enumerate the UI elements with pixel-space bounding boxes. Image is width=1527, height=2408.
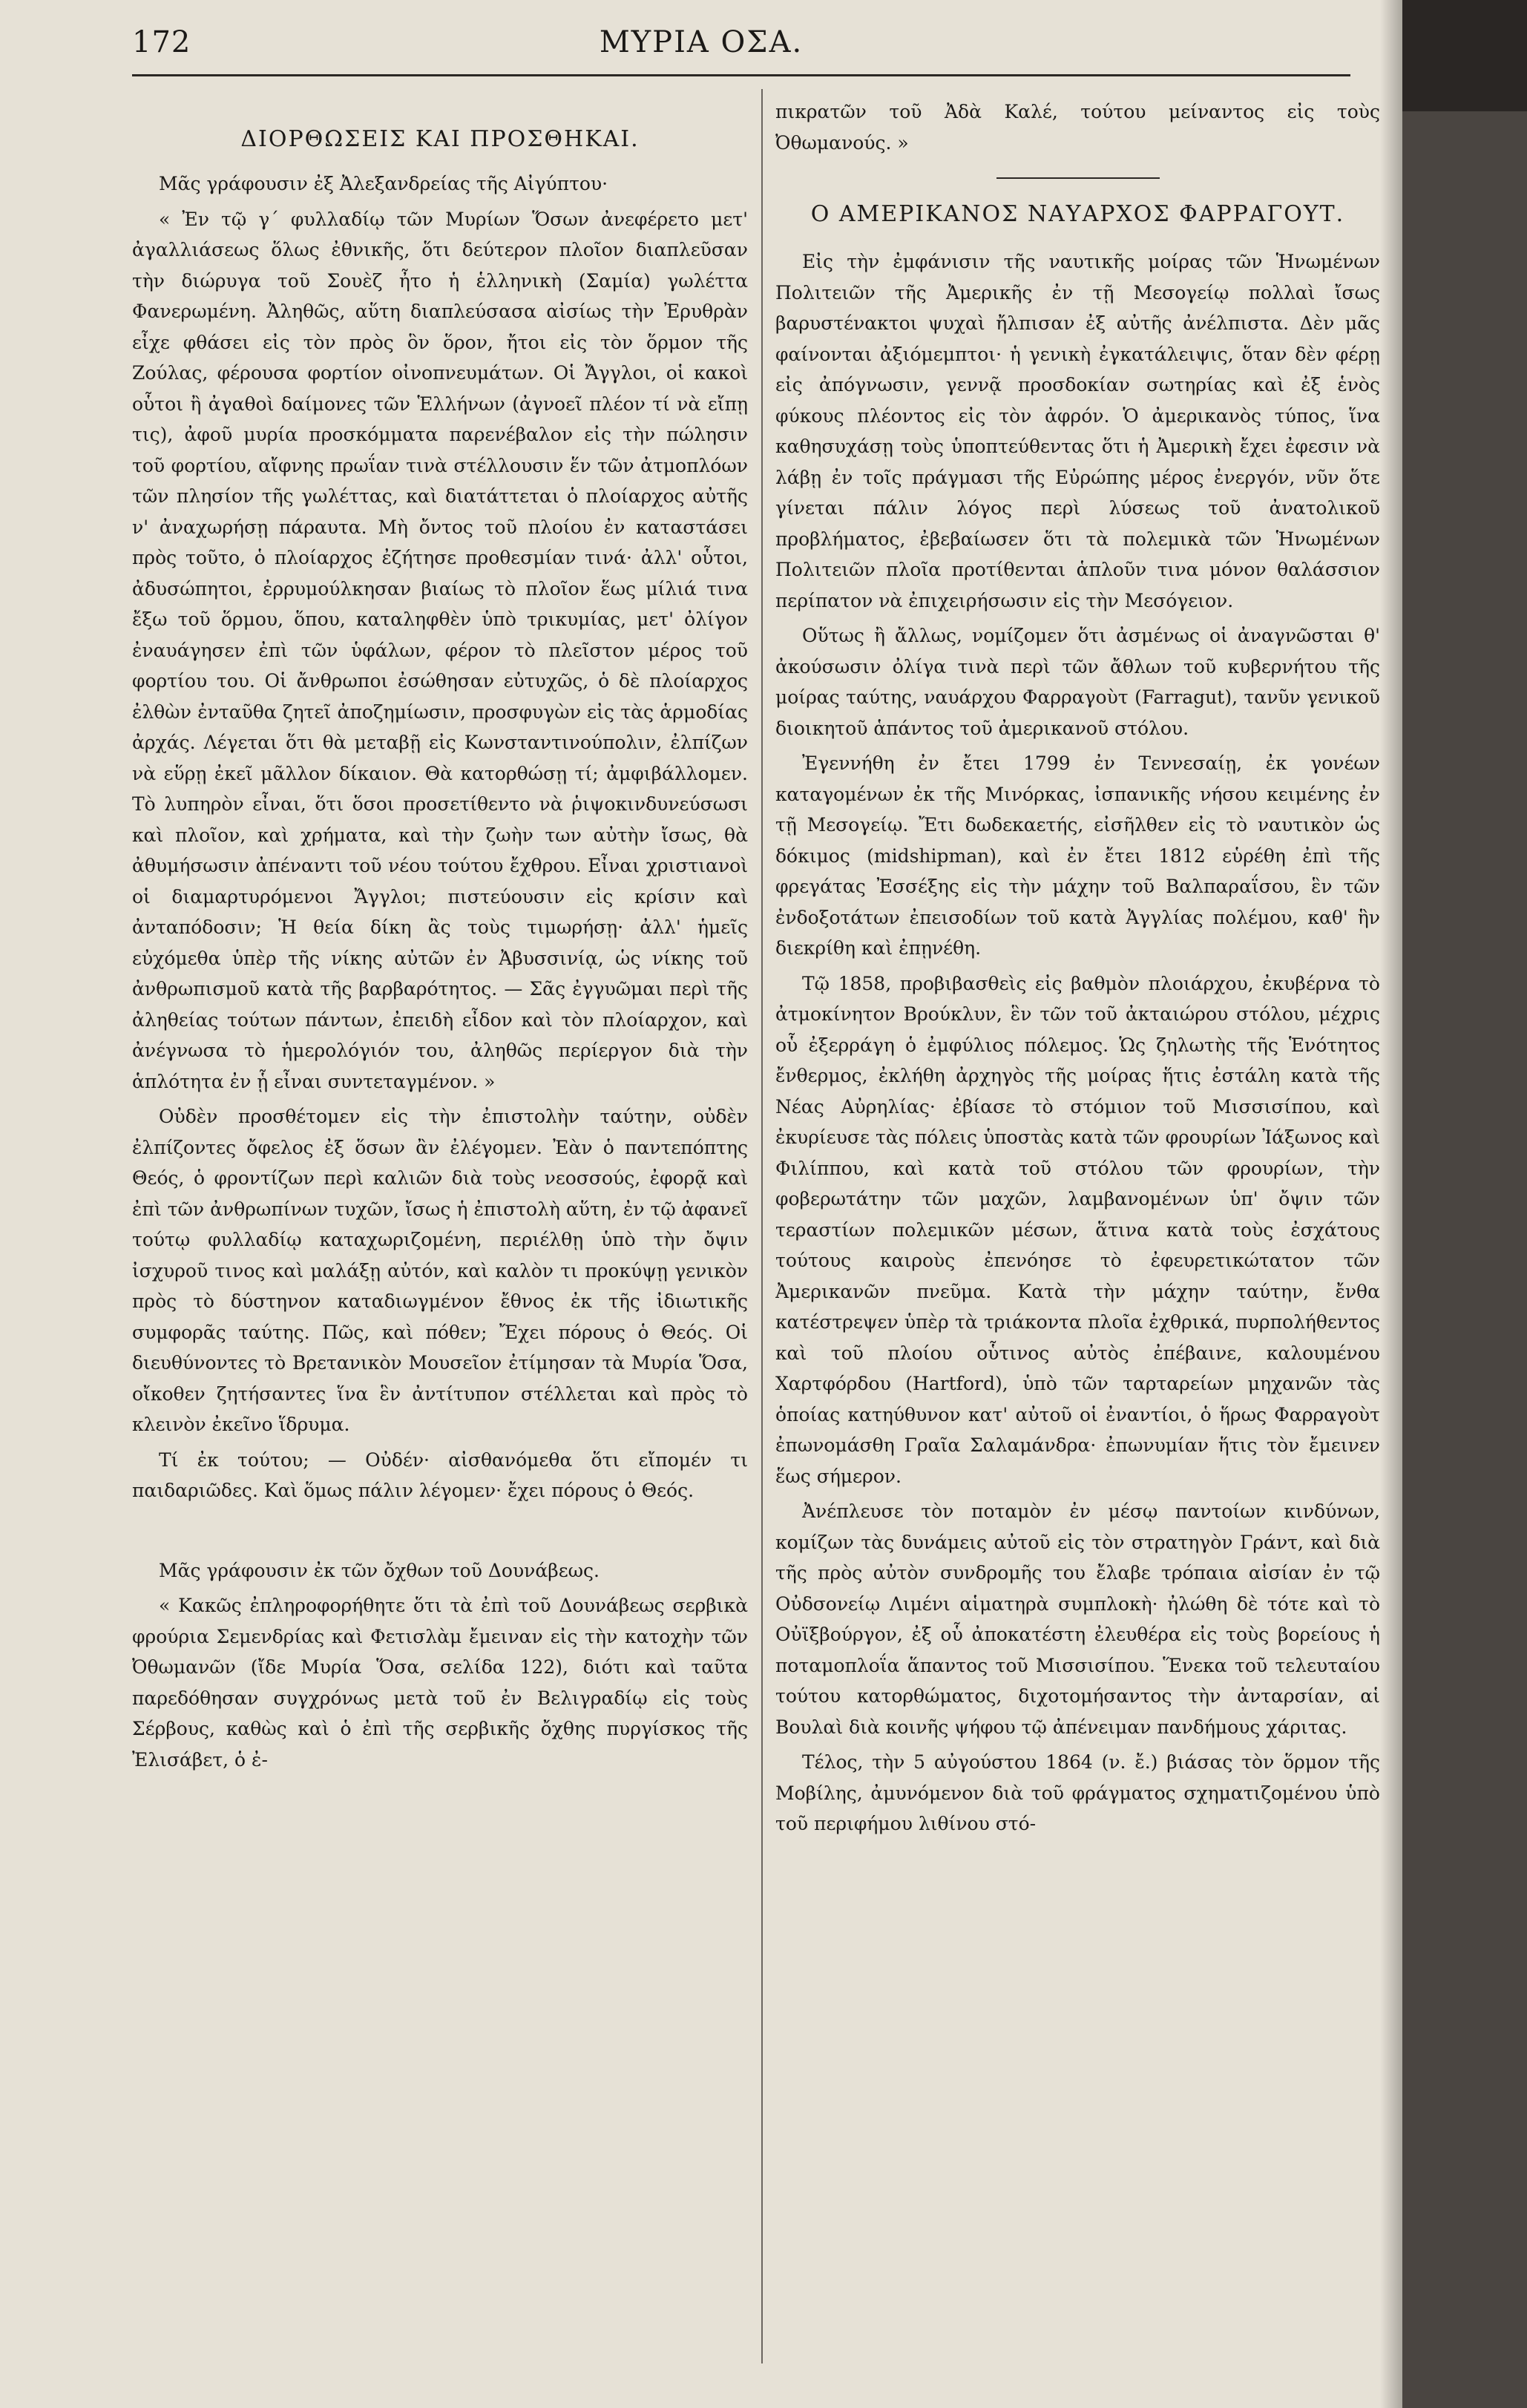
- binding-shadow: [1380, 0, 1402, 2408]
- left-column: [132, 96, 748, 2393]
- paragraph: Οὐδὲν προσθέτομεν εἰς τὴν ἐπιστολὴν ταύτην, οὐδὲν ἐλπίζοντες ὄφελος ἐξ ὅσων ἂν ἐλέγομεν. Ἐὰν ὁ παντεπόπτης Θεός, ὁ φροντίζων περὶ καλιῶν διὰ τοὺς νεοσσούς, ἐφορᾷ καὶ ἐπὶ τῶν ἀνθρωπίνων τυχῶν, ἴσως ἡ ἐπιστολὴ αὕτη, ἐν τῷ ἀφανεῖ τούτῳ φυλλαδίῳ καταχωριζομένη, περιέλθῃ ὑπὸ τὴν ὄψιν ἰσχυροῦ τινος καὶ μαλάξῃ αὐτόν, καὶ καλὸν τι προκύψῃ γενικὸν πρὸς τὸ δύστηνον καταδιωγμένον ἔθνος ἐκ τῆς ἰδιωτικῆς συμφορᾶς ταύτης. Πῶς, καὶ πόθεν; Ἔχει πόρους ὁ Θεός. Οἱ διευθύνοντες τὸ Βρετανικὸν Μουσεῖον ἐτίμησαν τὰ Μυρία Ὅσα, οἴκοθεν ζητήσαντες ἵνα ἓν ἀντίτυπον στέλλεται καὶ πρὸς τὸ κλεινὸν ἐκεῖνο ἵδρυμα.: [132, 1106, 748, 1435]
- paragraph: Τί ἐκ τούτου; — Οὐδέν· αἰσθανόμεθα ὅτι εἴπομέν τι παιδαριῶδες. Καὶ ὅμως πάλιν λέγομεν· ἔχει πόρους ὁ Θεός.: [132, 1449, 748, 1501]
- paragraph: « Κακῶς ἐπληροφορήθητε ὅτι τὰ ἐπὶ τοῦ Δουνάβεως σερβικὰ φρούρια Σεμενδρίας καὶ Φετισλὰμ ἔμειναν εἰς τὴν κατοχὴν τῶν Ὀθωμανῶν (ἴδε Μυρία Ὅσα, σελίδα 122), διότι καὶ ταῦτα παρεδόθησαν συγχρόνως μετὰ τοῦ ἐν Βελιγραδίῳ εἰς τοὺς Σέρβους, καθὼς καὶ ὁ ἐπὶ τῆς σερβικῆς ὄχθης πυργίσκος τῆς Ἐλισάβετ, ὁ ἐ-: [132, 1595, 748, 1771]
- paragraph: Ἀνέπλευσε τὸν ποταμὸν ἐν μέσῳ παντοίων κινδύνων, κομίζων τὰς δυνάμεις αὐτοῦ εἰς τὸν στρατηγὸν Γράντ, καὶ διὰ τῆς πρὸς αὐτὸν συνδρομῆς του ἔλαβε τρόπαια αἰσίαν ἐν τῷ Οὐδσονείῳ Λιμένι αἱματηρὰ συμπλοκὴ· ἠλώθη δὲ τότε καὶ τὸ Οὐϊξβούργον, ἐξ οὗ ἀποκατέστη ἐλευθέρα εἰς τοὺς βορείους ἡ ποταμοπλοΐα ἅπαντος τοῦ Μισσισίπου. Ἕνεκα τοῦ τελευταίου τούτου κατορθώματος, διχοτομήσαντος τὴν ἀνταρσίαν, αἱ Βουλαὶ διὰ κοινῆς ψήφου τῷ ἀπένειμαν πανδήμους χάριτας.: [775, 1500, 1380, 1738]
- column-divider: [761, 89, 763, 2363]
- paragraph: Ἐγεννήθη ἐν ἔτει 1799 ἐν Τεννεσαίῃ, ἐκ γονέων καταγομένων ἐκ τῆς Μινόρκας, ἰσπανικῆς νήσου κειμένης ἐν τῇ Μεσογείῳ. Ἔτι δωδεκαετής, εἰσῆλθεν εἰς τὸ ναυτικὸν ὡς δόκιμος (midshipman), καὶ ἐν ἔτει 1812 εὑρέθη ἐπὶ τῆς φρεγάτας Ἐσσέξης εἰς τὴν μάχην τοῦ Βαλπαραΐσου, ἓν τῶν ἐνδοξοτάτων ἐπεισοδίων τοῦ κατὰ Ἀγγλίας πολέμου, καθ' ἣν διεκρίθη καὶ ἐπῃνέθη.: [775, 752, 1380, 959]
- section-divider: [996, 177, 1160, 179]
- paragraph: Μᾶς γράφουσιν ἐξ Ἀλεξανδρείας τῆς Αἰγύπτου·: [159, 173, 608, 194]
- page-number: 172: [132, 25, 191, 59]
- paragraph: « Ἐν τῷ γ΄ φυλλαδίῳ τῶν Μυρίων Ὅσων ἀνεφέρετο μετ' ἀγαλλιάσεως ὅλως ἐθνικῆς, ὅτι δεύτερον πλοῖον διαπλεῦσαν τὴν διώρυγα τοῦ Σουὲζ ἦτο ἡ ἑλληνικὴ (Σαμία) γωλέττα Φανερωμένη. Ἀληθῶς, αὕτη διαπλεύσασα αἰσίως τὴν Ἐρυθρὰν εἶχε φθάσει εἰς τὸν πρὸς ὃν ὅρον, ἤτοι εἰς τὸν ὅρμον τῆς Ζούλας, φέρουσα φορτίον οἰνοπνευμάτων. Οἱ Ἄγγλοι, οἱ κακοὶ οὗτοι ἢ ἀγαθοὶ δαίμονες τῶν Ἑλλήνων (ἀγνοεῖ πλέον τί νὰ εἴπῃ τις), ἀφοῦ μυρία προσκόμματα παρενέβαλον εἰς τὴν πώλησιν τοῦ φορτίου, αἴφνης πρωΐαν τινὰ στέλλουσιν ἕν τῶν ἀτμοπλόων τῶν πλησίον τῆς γωλέττας, καὶ διατάττεται ὁ πλοίαρχος αὐτῆς ν' ἀναχωρήσῃ πάραυτα. Μὴ ὄντος τοῦ πλοίου ἐν καταστάσει πρὸς τοῦτο, ὁ πλοίαρχος ἐζήτησε προθεσμίαν τινά· ἀλλ' οὗτοι, ἀδυσώπητοι, ἐρρυμούλκησαν βιαίως τὸ πλοῖον ἕως μίλιά τινα ἔξω τοῦ ὅρμου, ὅπου, καταληφθὲν ὑπὸ τρικυμίας, μετ' ὀλίγον ἐναυάγησεν ἐπὶ τῶν ὑφάλων, φέρον τὸ πλεῖστον μέρος τοῦ φορτίου του. Οἱ ἄνθρωποι ἐσώθησαν εὐτυχῶς, ὁ δὲ πλοίαρχος ἐλθὼν ἐνταῦθα ζητεῖ ἀποζημίωσιν, προσφυγὼν εἰς τὰς ἁρμοδίας ἀρχάς. Λέγεται ὅτι θὰ μεταβῇ εἰς Κωνσταντινούπολιν, ἐλπίζων νὰ εὕρῃ ἐκεῖ μᾶλλον δίκαιον. Θὰ κατορθώσῃ τί; ἀμφιβάλλομεν. Τὸ λυπηρὸν εἶναι, ὅτι ὅσοι προσετίθεντο νὰ ῥιψοκινδυνεύσωσι καὶ πλοῖον, καὶ χρήματα, καὶ τὴν ζωὴν των αὐτὴν ἴσως, θὰ ἀθυμήσωσιν ἀπέναντι τοῦ νέου τούτου ἔχθρου. Εἶναι χριστιανοὶ οἱ διαμαρτυρόμενοι Ἄγγλοι; πιστεύουσιν εἰς κρίσιν καὶ ἀνταπόδοσιν; Ἡ θεία δίκη ἂς τοὺς τιμωρήσῃ· ἀλλ' ἡμεῖς εὐχόμεθα ὑπὲρ τῆς νίκης αὐτῶν ἐν Ἀβυσσινίᾳ, ὡς νίκης τοῦ ἀνθρωπισμοῦ κατὰ τῆς βαρβαρότητος. — Σᾶς ἐγγυῶμαι περὶ τῆς ἀληθείας τούτων πάντων, ἐπειδὴ εἶδον καὶ τὸν πλοίαρχον, καὶ ἀνέγνωσα τὸ ἡμερολόγιόν του, ἀληθῶς περίεργον διὰ τὴν ἁπλότητα ἐν ᾗ εἶναι συντεταγμένον. »: [132, 208, 748, 1092]
- paragraph: Οὕτως ἢ ἄλλως, νομίζομεν ὅτι ἀσμένως οἱ ἀναγνῶσται θ' ἀκούσωσιν ὀλίγα τινὰ περὶ τῶν ἄθλων τοῦ κυβερνήτου τῆς μοίρας ταύτης, ναυάρχου Φαρραγοὺτ (Farragut), τανῦν γενικοῦ διοικητοῦ ἁπάντος τοῦ ἀμερικανοῦ στόλου.: [775, 625, 1380, 739]
- adjacent-page-edge: [1402, 111, 1527, 2408]
- paragraph-continued: πικρατῶν τοῦ Ἀδὰ Καλέ, τούτου μείναντος εἰς τοὺς Ὀθωμανούς. »: [775, 101, 1380, 154]
- running-title: ΜΥΡΙΑ ΟΣΑ.: [599, 25, 804, 59]
- paragraph: Τέλος, τὴν 5 αὐγούστου 1864 (ν. ἔ.) βιάσας τὸν ὅρμον τῆς Μοβίλης, ἀμυνόμενον διὰ τοῦ φράγματος σχηματιζομένου ὑπὸ τοῦ περιφήμου λιθίνου στό-: [775, 1751, 1380, 1834]
- section-heading-corrections: ΔΙΟΡΘΩΣΕΙΣ ΚΑΙ ΠΡΟΣΘΗΚΑΙ.: [240, 126, 640, 152]
- paragraph: Μᾶς γράφουσιν ἐκ τῶν ὄχθων τοῦ Δουνάβεως.: [159, 1559, 600, 1581]
- section-heading-farragut: Ο ΑΜΕΡΙΚΑΝΟΣ ΝΑΥΑΡΧΟΣ ΦΑΡΡΑΓΟΥΤ.: [810, 201, 1345, 227]
- header-rule: [132, 74, 1350, 76]
- right-column: [775, 96, 1380, 2393]
- paragraph: Τῷ 1858, προβιβασθεὶς εἰς βαθμὸν πλοιάρχου, ἐκυβέρνα τὸ ἀτμοκίνητον Βρούκλυν, ἓν τῶν τοῦ ἀκταιώρου στόλου, μέχρις οὗ ἐξερράγη ὁ ἐμφύλιος πόλεμος. Ὡς ζηλωτὴς τῆς Ἑνότητος ἔνθερμος, ἐκλήθη ἀρχηγὸς τῆς μοίρας ἥτις ἐστάλη κατὰ τῆς Νέας Αὐρηλίας· ἐβίασε τὸ στόμιον τοῦ Μισσισίπου, καὶ ἐκυρίευσε τὰς πόλεις ὑποστὰς κατὰ τῶν φρουρίων Ἰάξωνος καὶ Φιλίππου, καὶ κατὰ τοῦ στόλου τῶν φρουρίων, τὴν φοβερωτάτην τῶν μαχῶν, λαμβανομένων ὑπ' ὄψιν τῶν τεραστίων πολεμικῶν μέσων, ἅτινα κατὰ τοὺς ἐσχάτους τούτους καιροὺς ἐπενόησε τὸ ἐφευρετικώτατον τῶν Ἀμερικανῶν πνεῦμα. Κατὰ τὴν μάχην ταύτην, ἔνθα κατέστρεψεν ὑπὲρ τὰ τριάκοντα πλοῖα ἐχθρικά, πυρπολήθεντος καὶ τοῦ πλοίου οὗτινος αὐτὸς ἐπέβαινε, καλουμένου Χαρτφόρδου (Hartford), ὑπὸ τῶν ταρταρείων μηχανῶν τὰς ὁποίας κατηύθυνον κατ' αὐτοῦ οἱ ἐναντίοι, ὁ ἥρως Φαρραγοὺτ ἐπωνομάσθη Γραῖα Σαλαμάνδρα· ἐπωνυμίαν ἥτις τὸν ἔμεινεν ἕως σήμερον.: [775, 972, 1380, 1487]
- spacer: [132, 1511, 748, 1555]
- paragraph: Εἰς τὴν ἐμφάνισιν τῆς ναυτικῆς μοίρας τῶν Ἡνωμένων Πολιτειῶν τῆς Ἀμερικῆς ἐν τῇ Μεσογείῳ πολλαὶ ἴσως βαρυστένακτοι ψυχαὶ ἤλπισαν ἐξ αὐτῆς ἀνέλπιστα. Δὲν μᾶς φαίνονται ἀξιόμεμπτοι· ἡ γενικὴ ἐγκατάλειψις, ὅταν δὲν φέρῃ εἰς ἀπόγνωσιν, γεννᾷ προσδοκίαν σωτηρίας καὶ ἐξ ἑνὸς φύκους πλέοντος εἰς τὸν ἀφρόν. Ὁ ἀμερικανὸς τύπος, ἵνα καθησυχάσῃ τοὺς ὑποπτεύθεντας ὅτι ἡ Ἀμερικὴ ἔχει ἐφεσιν νὰ λάβῃ ἐν τοῖς πράγμασι τῆς Εὐρώπης μέρος ἐνεργόν, νῦν ὅτε γίνεται πάλιν λόγος περὶ λύσεως τοῦ ἀνατολικοῦ προβλήματος, ἐβεβαίωσεν ὅτι τὰ πολεμικὰ τῶν Ἡνωμένων Πολιτειῶν πλοῖα προτίθενται ἁπλοῦν τινα μόνον θαλάσσιον περίπατον νὰ ἐπιχειρήσωσιν εἰς τὴν Μεσόγειον.: [775, 251, 1380, 611]
